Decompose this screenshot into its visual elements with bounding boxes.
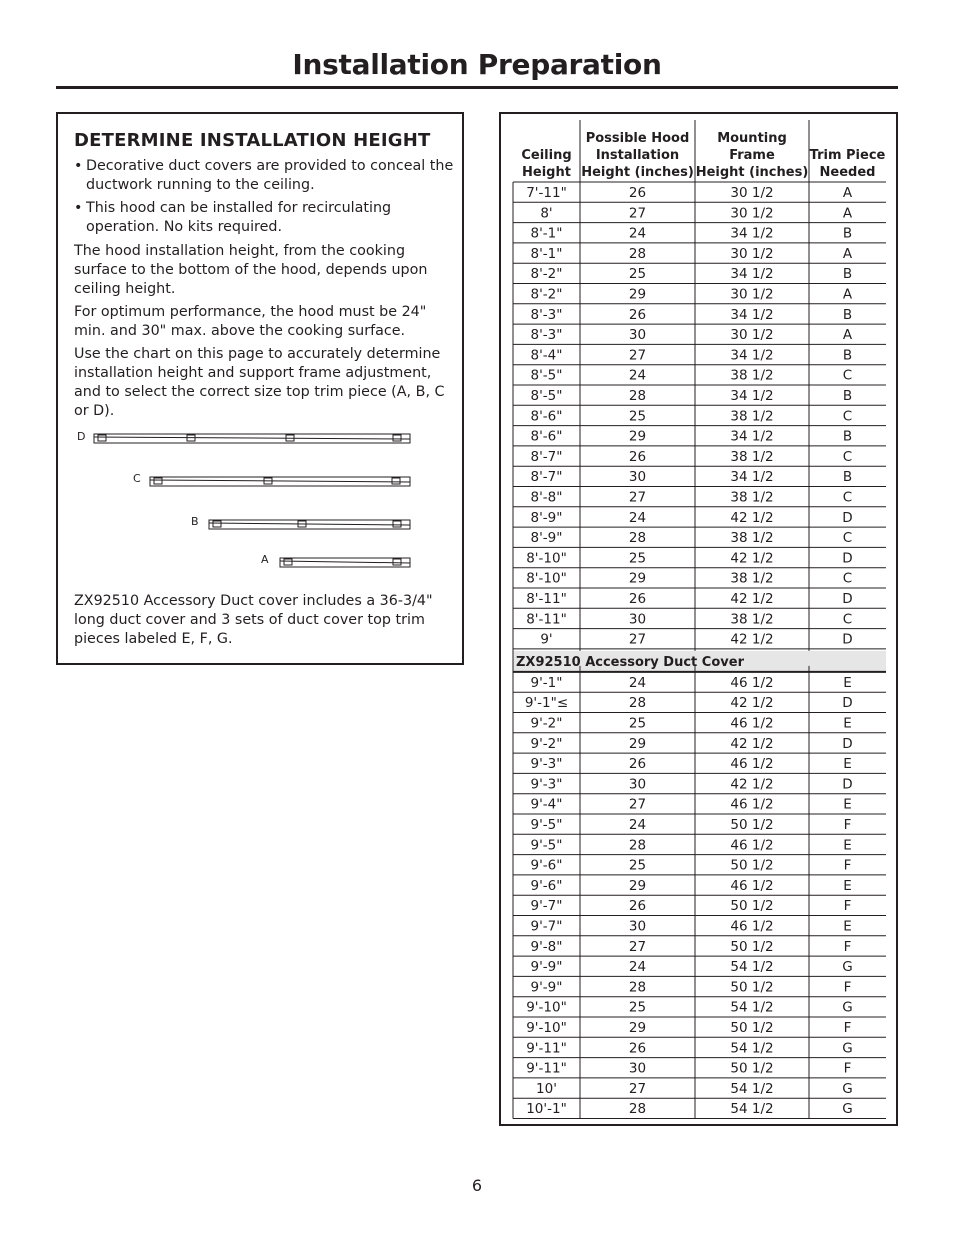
table-cell: 34 1/2 <box>730 266 774 283</box>
accessory-label: ZX92510 Accessory Duct Cover <box>516 654 744 670</box>
table-cell: 8'-4" <box>530 347 563 364</box>
table-cell: F <box>843 979 852 996</box>
table-cell: 30 <box>628 918 647 935</box>
table-cell: 50 1/2 <box>730 857 774 874</box>
table-cell: 50 1/2 <box>730 938 774 955</box>
table-cell: 8'-10" <box>526 550 567 567</box>
table-cell: D <box>842 695 853 712</box>
table-cell: 30 <box>628 776 647 793</box>
table-cell: 30 <box>628 1060 647 1077</box>
table-cell: 29 <box>628 570 647 587</box>
table-cell: 34 1/2 <box>730 347 774 364</box>
table-cell: 30 1/2 <box>730 286 774 303</box>
table-cell: 9'-11" <box>526 1060 567 1077</box>
table-cell: 30 <box>628 611 647 628</box>
table-cell: E <box>843 715 852 732</box>
table-cell: 54 1/2 <box>730 999 774 1016</box>
table-cell: E <box>843 796 852 813</box>
table-cell: B <box>842 469 853 486</box>
table-cell: 46 1/2 <box>730 918 774 935</box>
column-header: Frame <box>729 148 775 163</box>
table-cell: 9'-11" <box>526 1040 567 1057</box>
table-cell: 24 <box>628 367 647 384</box>
table-cell: 46 1/2 <box>730 877 774 894</box>
trim-piece-a <box>280 558 410 567</box>
bullet-text: This hood can be installed for recirculating operation. No kits required. <box>86 200 392 235</box>
table-cell: 9'-7" <box>530 898 563 915</box>
table-cell: E <box>843 756 852 773</box>
table-cell: F <box>843 898 852 915</box>
table-cell: A <box>842 327 853 344</box>
table-cell: 38 1/2 <box>730 611 774 628</box>
column-header: Height (inches) <box>581 165 694 180</box>
column-header: Height (inches) <box>695 165 809 180</box>
trim-piece-b <box>209 520 410 529</box>
bullet-mark: • <box>74 200 83 216</box>
table-cell: 46 1/2 <box>730 796 774 813</box>
table-cell: 50 1/2 <box>730 898 774 915</box>
table-cell: 50 1/2 <box>730 1020 774 1036</box>
table-cell: 29 <box>628 286 647 303</box>
table-cell: G <box>842 959 853 976</box>
table-cell: 28 <box>628 1101 647 1118</box>
trim-label-b: B <box>191 515 199 528</box>
table-cell: B <box>842 306 853 323</box>
column-header: Height <box>522 165 571 180</box>
table-cell: 9'-3" <box>530 776 563 793</box>
table-cell: 24 <box>628 959 647 976</box>
table-cell: 9'-6" <box>530 857 563 874</box>
table-cell: 25 <box>628 715 647 732</box>
table-cell: 27 <box>628 347 647 364</box>
table-cell: 42 1/2 <box>730 776 774 793</box>
bullet-item <box>74 157 460 195</box>
table-cell: 9'-9" <box>530 979 563 996</box>
table-cell: 9'-3" <box>530 756 563 773</box>
table-cell: 10' <box>536 1080 557 1097</box>
table-cell: 34 1/2 <box>730 388 774 404</box>
paragraph: The hood installation height, from the cooking surface to the bottom of the hood, depends upon ceiling height. <box>74 243 428 297</box>
table-cell: C <box>842 367 853 384</box>
table-cell: 9'-10" <box>526 1020 567 1036</box>
title-rule <box>56 86 898 89</box>
table-cell: C <box>842 448 853 465</box>
table-cell: 28 <box>628 245 647 262</box>
table-cell: 8'-6" <box>530 428 563 445</box>
table-cell: 8'-3" <box>530 306 563 323</box>
table-cell: 28 <box>628 388 647 404</box>
table-cell: 54 1/2 <box>730 1040 774 1057</box>
paragraph: For optimum performance, the hood must be 24" min. and 30" max. above the cooking surface. <box>74 304 427 339</box>
column-header: Installation <box>595 148 680 163</box>
table-cell: 25 <box>628 408 647 425</box>
trim-label-a: A <box>261 553 269 566</box>
table-cell: 24 <box>628 817 647 833</box>
table-cell: B <box>842 428 853 445</box>
trim-pieces-diagram <box>74 430 414 576</box>
table-cell: 26 <box>628 591 647 607</box>
table-cell: 30 1/2 <box>730 245 774 262</box>
table-cell: F <box>843 1020 852 1036</box>
table-cell: 9'-10" <box>526 999 567 1016</box>
bullet-item <box>74 199 460 237</box>
table-cell: 8'-11" <box>526 591 567 607</box>
table-cell: 54 1/2 <box>730 1080 774 1097</box>
table-cell: 28 <box>628 979 647 996</box>
table-cell: 38 1/2 <box>730 448 774 465</box>
table-cell: 9'-5" <box>530 817 563 833</box>
table-cell: F <box>843 938 852 955</box>
table-cell: 28 <box>628 530 647 547</box>
table-cell: 46 1/2 <box>730 674 774 691</box>
trim-label-d: D <box>77 430 86 443</box>
column-header: Ceiling <box>521 148 572 163</box>
table-cell: 50 1/2 <box>730 817 774 833</box>
table-cell: D <box>842 591 853 607</box>
table-cell: 8'-7" <box>530 448 563 465</box>
table-cell: D <box>842 735 853 752</box>
footnote-text: ZX92510 Accessory Duct cover includes a 36-3/4" long duct cover and 3 sets of duct cover top trim pieces labeled E, F, G. <box>74 593 433 647</box>
table-cell: 8'-2" <box>530 266 563 283</box>
table-cell: 9'-8" <box>530 938 563 955</box>
table-cell: E <box>843 877 852 894</box>
column-header: Needed <box>819 165 876 180</box>
table-cell: A <box>842 185 853 201</box>
table-cell: C <box>842 530 853 547</box>
table-cell: 42 1/2 <box>730 509 774 526</box>
table-cell: 27 <box>628 796 647 813</box>
table-cell: 38 1/2 <box>730 570 774 587</box>
trim-label-c: C <box>133 472 141 485</box>
table-cell: F <box>843 857 852 874</box>
bullet-mark: • <box>74 158 83 174</box>
table-cell: 42 1/2 <box>730 631 774 648</box>
table-cell: 34 1/2 <box>730 428 774 445</box>
table-cell: 42 1/2 <box>730 550 774 567</box>
table-cell: 54 1/2 <box>730 959 774 976</box>
column-header: Possible Hood <box>585 131 690 146</box>
table-cell: 9'-9" <box>530 959 563 976</box>
table-cell: 9'-4" <box>530 796 563 813</box>
table-cell: 34 1/2 <box>730 306 774 323</box>
table-cell: 9'-6" <box>530 877 563 894</box>
table-cell: 8'-2" <box>530 286 563 303</box>
table-cell: 10'-1" <box>526 1101 567 1118</box>
table-cell: D <box>842 631 853 648</box>
table-cell: B <box>842 266 853 283</box>
table-cell: 34 1/2 <box>730 469 774 486</box>
table-cell: 34 1/2 <box>730 225 774 242</box>
table-cell: E <box>843 674 852 691</box>
table-cell: 8'-9" <box>530 530 563 547</box>
table-cell: G <box>842 1080 853 1097</box>
paragraphs <box>74 242 460 425</box>
table-cell: 9'-1" <box>530 674 563 691</box>
table-cell: C <box>842 408 853 425</box>
table-cell: 9'-2" <box>530 735 563 752</box>
table-cell: A <box>842 205 853 222</box>
installation-height-panel <box>56 112 464 665</box>
table-cell: 46 1/2 <box>730 715 774 732</box>
table-cell: 8'-3" <box>530 327 563 344</box>
table-cell: 29 <box>628 735 647 752</box>
table-cell: 38 1/2 <box>730 489 774 506</box>
table-cell: F <box>843 817 852 833</box>
table-cell: 29 <box>628 1020 647 1036</box>
table-cell: 26 <box>628 185 647 201</box>
table-cell: 42 1/2 <box>730 695 774 712</box>
table-cell: 30 1/2 <box>730 205 774 222</box>
table-cell: C <box>842 570 853 587</box>
column-header: Mounting <box>717 131 787 146</box>
page-number: 6 <box>471 1176 483 1195</box>
table-cell: A <box>842 245 853 262</box>
column-header: Trim Piece <box>809 148 886 163</box>
table-cell: B <box>842 225 853 242</box>
table-cell: 29 <box>628 428 647 445</box>
table-cell: 30 <box>628 469 647 486</box>
table-cell: 28 <box>628 837 647 854</box>
table-cell: B <box>842 347 853 364</box>
table-cell: 9'-2" <box>530 715 563 732</box>
table-cell: 25 <box>628 266 647 283</box>
table-cell: B <box>842 388 853 404</box>
section-heading: DETERMINE INSTALLATION HEIGHT <box>74 130 431 151</box>
table-cell: G <box>842 1040 853 1057</box>
table-cell: 38 1/2 <box>730 530 774 547</box>
trim-piece-c <box>150 477 410 486</box>
table-cell: 26 <box>628 306 647 323</box>
table-cell: 50 1/2 <box>730 1060 774 1077</box>
table-cell: 8'-1" <box>530 245 563 262</box>
table-cell: 27 <box>628 631 647 648</box>
table-cell: 30 1/2 <box>730 327 774 344</box>
table-cell: G <box>842 999 853 1016</box>
table-cell: 8'-9" <box>530 509 563 526</box>
table-cell: 24 <box>628 674 647 691</box>
table-cell: D <box>842 776 853 793</box>
table-cell: 30 1/2 <box>730 185 774 201</box>
table-cell: C <box>842 489 853 506</box>
table-cell: 8'-8" <box>530 489 563 506</box>
table-cell: 8'-5" <box>530 367 563 384</box>
table-cell: 25 <box>628 999 647 1016</box>
table-cell: 30 <box>628 327 647 344</box>
table-cell: 26 <box>628 448 647 465</box>
table-cell: D <box>842 509 853 526</box>
table-cell: 9'-1"≤ <box>524 695 569 712</box>
table-cell: 27 <box>628 489 647 506</box>
table-cell: 54 1/2 <box>730 1101 774 1118</box>
table-cell: 25 <box>628 550 647 567</box>
installation-height-table <box>501 114 896 1124</box>
table-cell: 26 <box>628 756 647 773</box>
table-cell: 8' <box>540 205 553 222</box>
table-cell: 24 <box>628 509 647 526</box>
accessory-footnote <box>74 592 460 649</box>
table-cell: 7'-11" <box>526 185 567 201</box>
table-cell: 8'-11" <box>526 611 567 628</box>
table-cell: E <box>843 837 852 854</box>
table-cell: G <box>842 1101 853 1118</box>
table-cell: 42 1/2 <box>730 591 774 607</box>
table-cell: 38 1/2 <box>730 367 774 384</box>
table-cell: C <box>842 611 853 628</box>
table-cell: 8'-6" <box>530 408 563 425</box>
table-cell: 38 1/2 <box>730 408 774 425</box>
height-chart-panel <box>499 112 898 1126</box>
table-cell: E <box>843 918 852 935</box>
table-cell: 27 <box>628 205 647 222</box>
table-cell: 28 <box>628 695 647 712</box>
table-cell: 8'-1" <box>530 225 563 242</box>
bullet-text: Decorative duct covers are provided to conceal the ductwork running to the ceiling. <box>86 158 454 193</box>
table-cell: 26 <box>628 898 647 915</box>
table-cell: D <box>842 550 853 567</box>
table-cell: 8'-7" <box>530 469 563 486</box>
bullet-list <box>74 157 460 241</box>
table-cell: 27 <box>628 938 647 955</box>
table-cell: 9' <box>540 631 553 648</box>
page-title: Installation Preparation <box>292 48 662 81</box>
table-cell: 46 1/2 <box>730 756 774 773</box>
table-cell: 50 1/2 <box>730 979 774 996</box>
table-cell: 8'-10" <box>526 570 567 587</box>
table-cell: 26 <box>628 1040 647 1057</box>
table-cell: A <box>842 286 853 303</box>
table-cell: 24 <box>628 225 647 242</box>
paragraph: Use the chart on this page to accurately determine installation height and support frame adjustment, and to select the correct size top trim piece (A, B, C or D). <box>74 346 445 419</box>
table-cell: 27 <box>628 1080 647 1097</box>
table-cell: F <box>843 1060 852 1077</box>
table-cell: 42 1/2 <box>730 735 774 752</box>
table-cell: 8'-5" <box>530 388 563 404</box>
table-cell: 25 <box>628 857 647 874</box>
table-cell: 9'-5" <box>530 837 563 854</box>
table-cell: 46 1/2 <box>730 837 774 854</box>
table-cell: 29 <box>628 877 647 894</box>
table-cell: 9'-7" <box>530 918 563 935</box>
trim-piece-d <box>94 434 410 443</box>
